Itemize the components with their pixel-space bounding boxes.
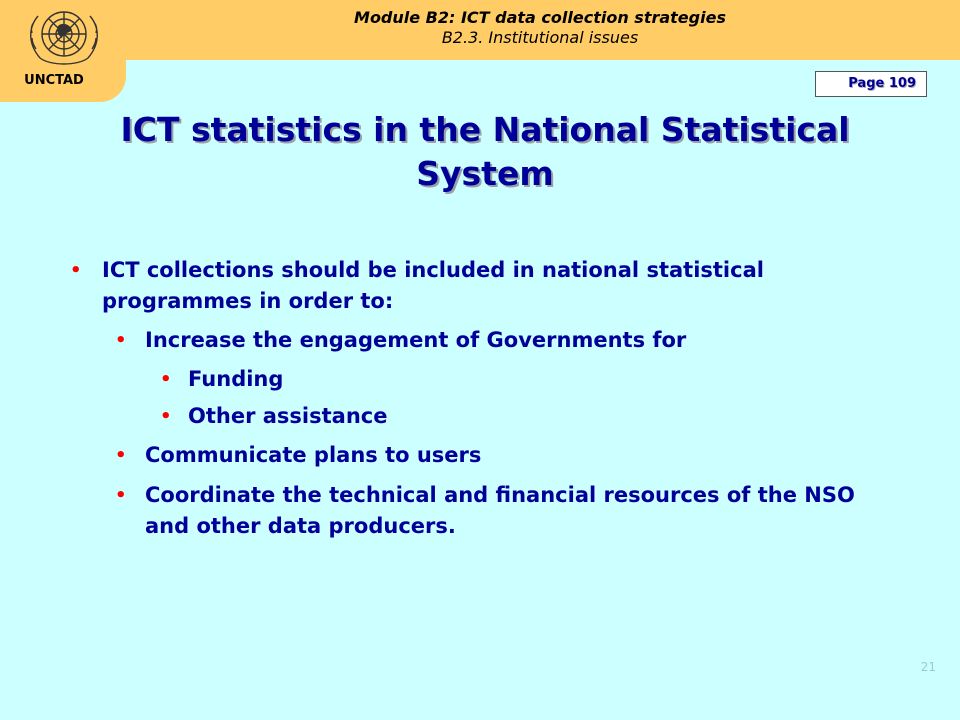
bullet-marker: •: [115, 445, 127, 466]
page-reference-box: [815, 71, 927, 97]
slide-title: ICT statistics in the National Statistical System: [120, 110, 850, 193]
bullet-level-2: Increase the engagement of Governments for: [145, 328, 687, 352]
bullet-marker: •: [160, 369, 172, 390]
bullet-level-2: Communicate plans to users: [145, 443, 482, 467]
bullet-marker: •: [115, 485, 127, 506]
bullet-marker: •: [115, 330, 127, 351]
slide-number: 21: [920, 660, 936, 674]
organization-label: UNCTAD: [24, 73, 84, 88]
bullet-level-3: Funding: [188, 367, 284, 391]
logo-tab: [0, 0, 126, 102]
bullet-level-2: Coordinate the technical and financial resources of the NSO and other data producers.: [145, 483, 855, 538]
bullet-marker: •: [70, 260, 82, 281]
bullet-marker: •: [160, 406, 172, 427]
page-reference: Page 109: [848, 76, 916, 91]
bullet-level-3: Other assistance: [188, 404, 388, 428]
bullet-level-1: ICT collections should be included in national statistical programmes in order to:: [102, 258, 764, 313]
module-subtitle: B2.3. Institutional issues: [441, 28, 639, 47]
un-emblem-icon: [22, 2, 106, 72]
module-title: Module B2: ICT data collection strategies: [354, 8, 726, 27]
